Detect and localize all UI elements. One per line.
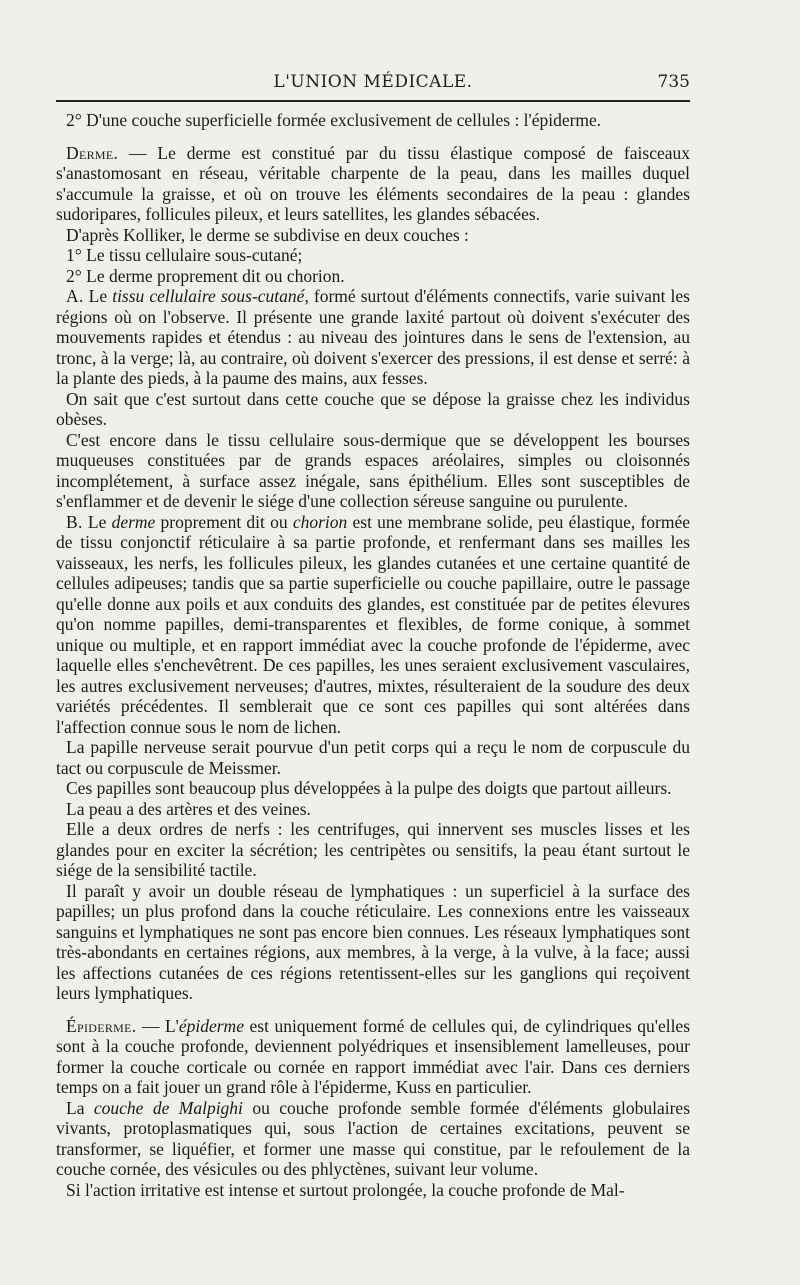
epi-prefix: — L' [136, 1015, 179, 1036]
term-chorion: chorion [292, 511, 348, 532]
paragraph-lymphatiques: Il paraît y avoir un double réseau de lymphatiques : un superficiel à la surface des papilles; un plus profond dans la couche réticulaire. Les connexions entre les vaisseaux sanguins et lymphatiques ne sont pas encore bien connues. Les réseaux lymphatiques sont très-abondants en certaines régions, aux membres, à la verge, à la vulve, à la face; aussi les affections cutanées de ces régions retentissent-elles sur les ganglions qui reçoivent leurs lymphatiques. [56, 880, 690, 1003]
derme-text: — Le derme est constitué par du tissu élastique composé de faisceaux s'anastomosant en réseau, véritable charpente de la peau, dans les mailles duquel s'accumule la graisse, et où on trouve les éléments secondaires de la peau : glandes sudoripares, follicules pileux, et leurs satellites, les glandes sébacées. [56, 142, 690, 224]
term-tissu-cellulaire: tissu cellulaire sous-cutané [112, 286, 305, 306]
paragraph-epiderme [56, 1016, 690, 1098]
header-rule [56, 100, 690, 102]
paragraph-doigts: Ces papilles sont beaucoup plus développées à la pulpe des doigts que partout ailleurs. [66, 778, 672, 798]
b-text: est une membrane solide, peu élastique, formée de tissu conjonctif réticulaire à sa partie profonde, et renfermant dans ses mailles les vaisseaux, les nerfs, les follicules pileux, les glandes cutanées et une certaine quantité de cellules adipeuses; tandis que sa partie superficielle ou couche papillaire, outre le passage qu'elle donne aux poils et aux conduits des glandes, est constituée par de petites élevures qu'on nomme papilles, demi-transparentes et flexibles, de forme conique, à sommet unique ou multiple, et en rapport immédiat avec la couche profonde de l'épiderme, avec laquelle elles s'enchevêtrent. De ces papilles, les unes seraient exclusivement vasculaires, les autres exclusivement nerveuses; d'autres, mixtes, résulteraient de la soudure des deux variétés précédentes. Il semblerait que ce sont ces papilles qui sont altérées dans l'affection connue sous le nom de lichen. [56, 511, 690, 737]
page-header [56, 72, 690, 96]
paragraph-arteres: La peau a des artères et des veines. [66, 798, 311, 819]
label-a: A. [66, 286, 84, 306]
paragraph-tissu-cellulaire [56, 286, 690, 389]
paragraph-epiderme-intro: 2° D'une couche superficielle formée exclusivement de cellules : l'épiderme. [66, 110, 602, 130]
paragraph-nerfs: Elle a deux ordres de nerfs : les centrifuges, qui innervent ses muscles lisses et les glandes pour en exciter la sécrétion; les centripètes ou sensitifs, la peau étant surtout le siége de la sensibilité tactile. [56, 819, 690, 880]
paragraph-malpighi [56, 1098, 690, 1180]
b-prefix: Le [82, 511, 112, 532]
paragraph-derme [56, 143, 690, 225]
a-prefix: Le [83, 286, 113, 306]
paragraph-bourses: C'est encore dans le tissu cellulaire sous-dermique que se développent les bourses muqueuses constituées par de grands espaces aréolaires, simples ou cloisonnés incomplétement, à surface assez inégale, sans épithélium. Elles sont susceptibles de s'enflammer et de devenir le siége d'une collection séreuse sanguine ou purulente. [56, 429, 690, 511]
running-title: L'UNION MÉDICALE. [273, 72, 473, 92]
section-heading-epiderme: Épiderme. [66, 1015, 137, 1036]
term-couche-malpighi: couche de Malpighi [93, 1097, 243, 1118]
paragraph-obeses: On sait que c'est surtout dans cette couche que se dépose la graisse chez les individus obèses. [56, 388, 690, 429]
paragraph-papille: La papille nerveuse serait pourvue d'un petit corps qui a reçu le nom de corpuscule du tact ou corpuscule de Meissmer. [56, 737, 690, 778]
malp-prefix: La [66, 1097, 94, 1118]
body-text [56, 110, 690, 1200]
paragraph-last: Si l'action irritative est intense et surtout prolongée, la couche profonde de Mal- [66, 1179, 625, 1200]
label-b: B. [66, 511, 83, 532]
term-epiderme: épiderme [178, 1015, 244, 1036]
paragraph-chorion [56, 512, 690, 738]
list-item-2: 2° Le derme proprement dit ou chorion. [66, 265, 345, 286]
epi-text: est uniquement formé de cellules qui, de cylindriques qu'elles sont à la couche profonde, deviennent polyédriques et insensiblement lamelleuses, pour former la couche corticale ou cornée en rapport immédiat avec l'air. Dans ces derniers temps on a fait jouer un grand rôle à l'épiderme, Kuss en particulier. [56, 1015, 691, 1097]
paragraph-kolliker: D'après Kolliker, le derme se subdivise en deux couches : [66, 224, 469, 245]
section-heading-derme: Derme. [66, 142, 119, 163]
page-number: 735 [657, 72, 690, 92]
b-mid: proprement dit ou [155, 511, 293, 532]
a-text: , formé surtout d'éléments connectifs, varie suivant les régions où on l'observe. Il présente une grande laxité partout où doivent s'exécuter des mouvements rapides et étendus : au niveau des jointures dans le sens de l'extension, au tronc, à la verge; là, au contraire, où doivent s'exercer des pressions, il est dense et serré: à la plante des pieds, à la paume des mains, aux fesses. [56, 286, 690, 388]
term-derme: derme [111, 511, 156, 532]
list-item-1: 1° Le tissu cellulaire sous-cutané; [66, 245, 303, 265]
malp-text: ou couche profonde semble formée d'éléments globulaires vivants, protoplasmatiques qui, sous l'action de certaines excitations, peuvent se transformer, se liquéfier, et former une masse qui constitue, par le refoulement de la couche cornée, des vésicules ou des phlyctènes, suivant leur volume. [56, 1097, 690, 1179]
